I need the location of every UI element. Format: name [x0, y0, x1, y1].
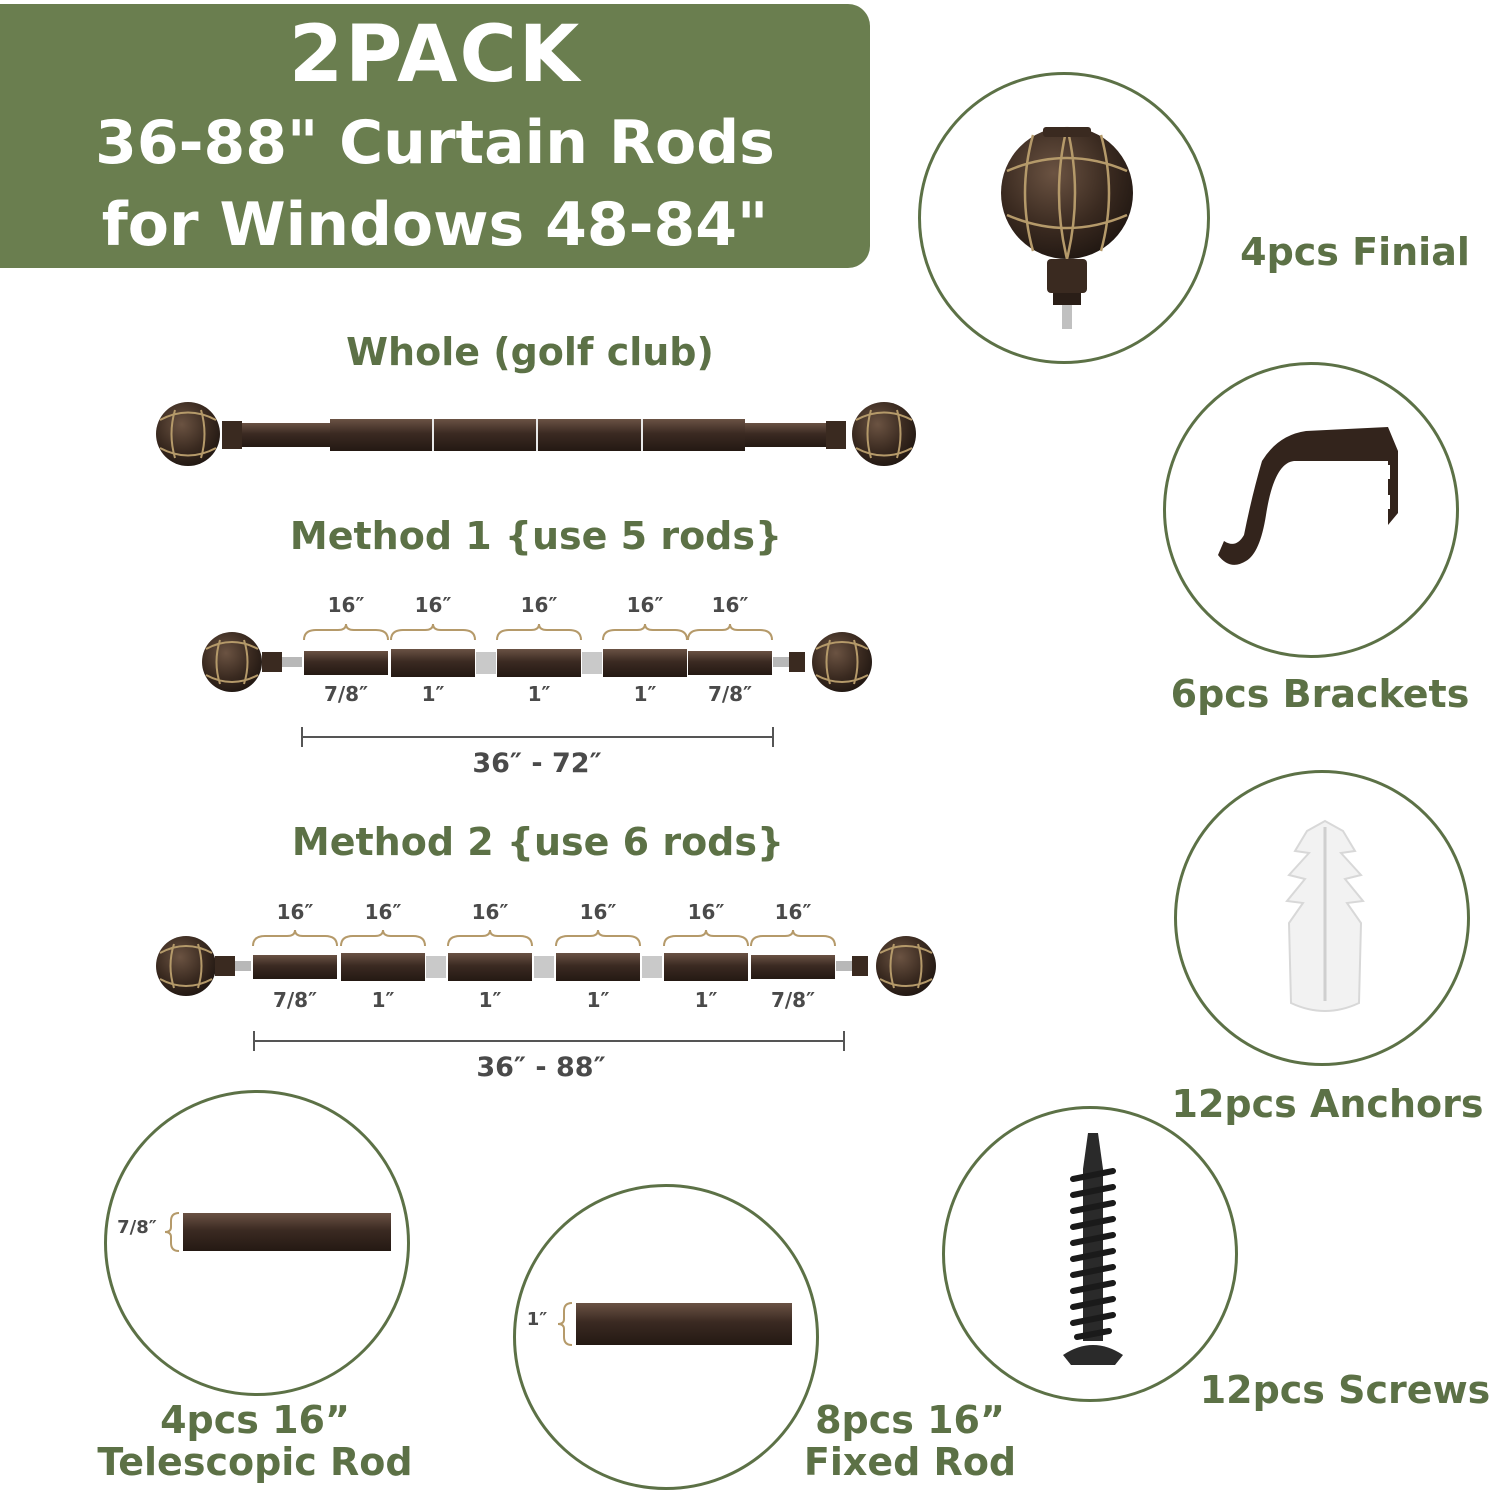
banner-title: 2PACK — [288, 10, 582, 100]
method2-length-3: 16″ — [471, 900, 509, 924]
method1-diameter-5: 7/8″ — [707, 682, 753, 706]
method1-length-5: 16″ — [711, 593, 749, 617]
finial-icon — [921, 75, 1213, 367]
method1-length-4: 16″ — [626, 593, 664, 617]
telescopic-rod-circle — [104, 1090, 410, 1396]
method2-title: Method 2 {use 6 rods} — [291, 820, 785, 864]
fixed-caption-1: 8pcs 16” — [815, 1398, 1005, 1442]
anchors-caption: 12pcs Anchors — [1171, 1082, 1484, 1126]
bracket-icon — [1166, 365, 1462, 661]
method2-rod-illustration — [0, 0, 1, 1]
whole-title: Whole (golf club) — [346, 330, 714, 374]
banner-subtitle-2: for Windows 48-84" — [101, 190, 769, 260]
method2-diameter-1: 7/8″ — [272, 988, 318, 1012]
method2-diameter-5: 1″ — [694, 988, 718, 1012]
anchor-icon — [1177, 773, 1473, 1069]
screws-caption: 12pcs Screws — [1199, 1368, 1491, 1412]
fixed-rod-diameter: 1″ — [526, 1309, 548, 1330]
finial-caption: 4pcs Finial — [1240, 230, 1470, 274]
method2-diameter-4: 1″ — [586, 988, 610, 1012]
method2-length-1: 16″ — [276, 900, 314, 924]
method2-range: 36″ - 88″ — [476, 1052, 606, 1083]
method1-diameter-2: 1″ — [421, 682, 445, 706]
method2-length-5: 16″ — [687, 900, 725, 924]
method1-diameter-3: 1″ — [527, 682, 551, 706]
fixed-caption-2: Fixed Rod — [803, 1440, 1017, 1484]
method1-title: Method 1 {use 5 rods} — [289, 514, 783, 558]
method1-length-1: 16″ — [327, 593, 365, 617]
method1-diameter-4: 1″ — [633, 682, 657, 706]
title-banner — [0, 4, 870, 268]
finial-circle — [918, 72, 1210, 364]
bracket-circle — [1163, 362, 1459, 658]
method2-length-2: 16″ — [364, 900, 402, 924]
method2-diameter-2: 1″ — [371, 988, 395, 1012]
method2-diameter-3: 1″ — [478, 988, 502, 1012]
telescopic-caption-2: Telescopic Rod — [97, 1440, 413, 1484]
method1-length-2: 16″ — [414, 593, 452, 617]
banner-subtitle-1: 36-88" Curtain Rods — [95, 108, 775, 178]
screw-icon — [945, 1109, 1241, 1405]
screw-circle — [942, 1106, 1238, 1402]
method2-length-4: 16″ — [579, 900, 617, 924]
telescopic-rod-icon — [107, 1093, 413, 1399]
method1-length-3: 16″ — [520, 593, 558, 617]
brackets-caption: 6pcs Brackets — [1170, 672, 1470, 716]
anchor-circle — [1174, 770, 1470, 1066]
method1-diameter-1: 7/8″ — [323, 682, 369, 706]
telescopic-rod-diameter: 7/8″ — [117, 1217, 157, 1238]
method2-diameter-6: 7/8″ — [770, 988, 816, 1012]
telescopic-caption-1: 4pcs 16” — [160, 1398, 350, 1442]
method2-length-6: 16″ — [774, 900, 812, 924]
method1-range: 36″ - 72″ — [472, 748, 602, 779]
